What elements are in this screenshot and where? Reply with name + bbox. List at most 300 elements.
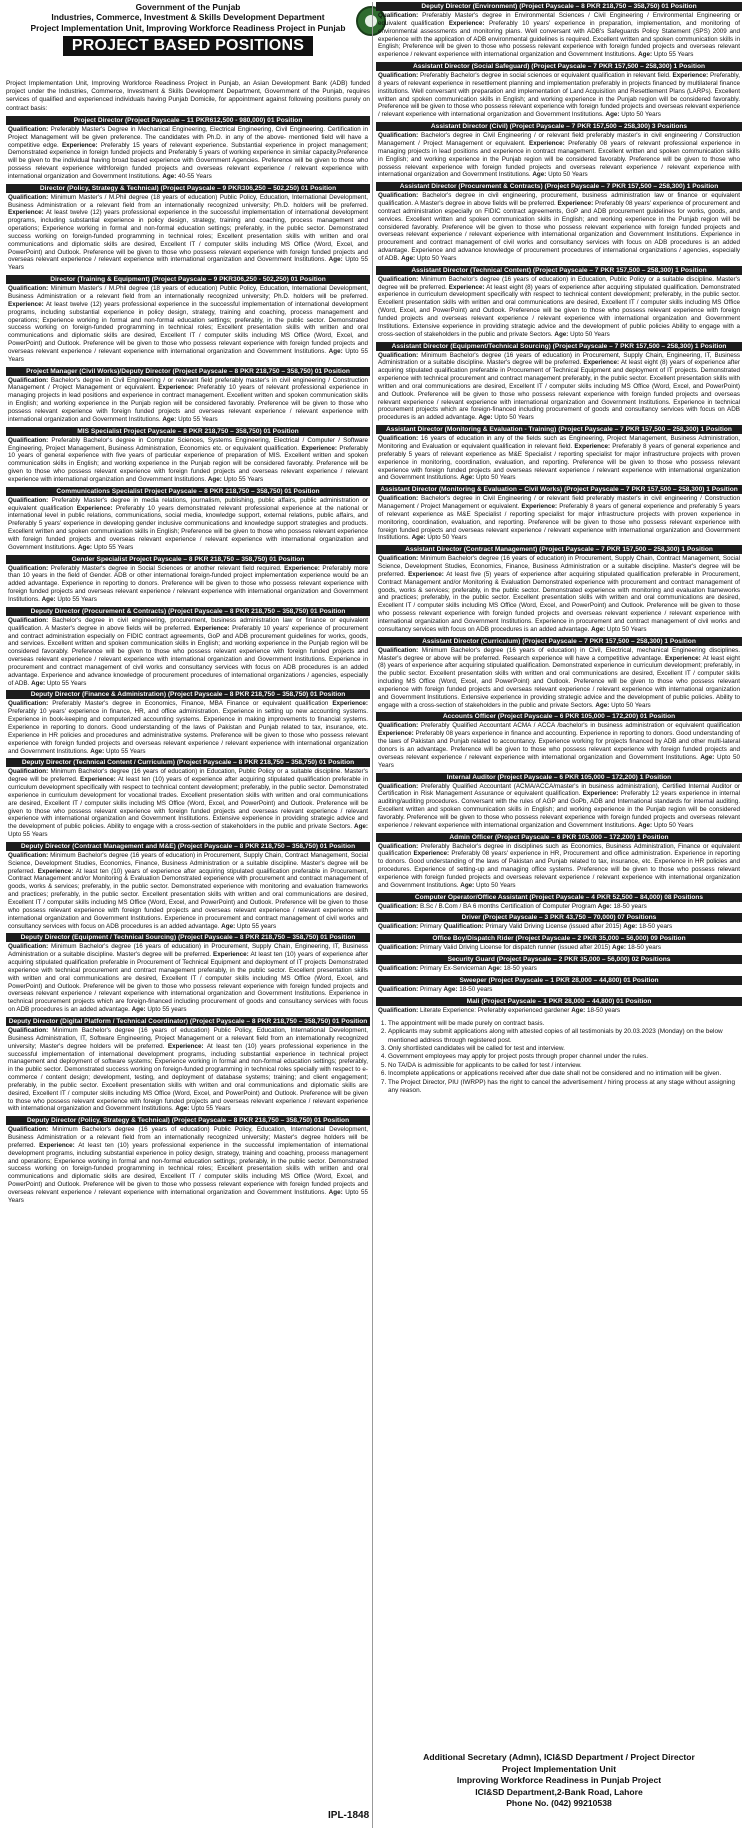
- field-value: 40-55 Years: [178, 172, 212, 180]
- field-value: At least eight (8) years of experience after acquiring stipulated qualification. Demonstrated experience in curriculum development specifically with respect to technical content development; preferably, in the public sector. Excellent presentation skills with written and oral communications are desired, Excellent IT / computer skills including MS Office (Word, Excel, and PowerPoint) and Outlook. Preference will be given to those who possess relevant experience with foreign funded projects and overseas relevant experience / relevant experience with international organization and Government Institutions. Extensive experience in providing strategic advice and the development of public policies Ability to engage with a cross-section of stakeholders in the public and private Sectors.: [378, 283, 741, 338]
- field-value: Preferably 12 years experience in internal auditing/auditing procedures. Conversant with the rules of AGP and GoPb, ADB and International standards for internal auditing. Excellent written and spoken communication skills in English; and working experience in the Punjab region will be considered favorably. Preference will be given to those who possess relevant experience with foreign funded projects and overseas relevant experience / relevant experience with international organization and Government Institutions.: [378, 790, 740, 829]
- field-label: Age:: [90, 747, 105, 755]
- position-body: [376, 275, 742, 340]
- field-label: Experience:: [583, 359, 620, 367]
- position-heading: Assistant Director (Curriculum) (Project Payscale – 7 PKR 157,500 – 258,300) 1 Position: [376, 637, 742, 646]
- position-heading: Deputy Director (Digital Platform / Technical Coordinator) (Project Payscale – 8 PKR 218,750 – 358,750) 01 Position: [6, 1017, 370, 1026]
- right-column: [376, 2, 742, 1750]
- footer-designation: Additional Secretary (Admn), ICI&SD Department / Project Director: [423, 1752, 695, 1762]
- position-section: [376, 976, 742, 995]
- position-section: [6, 487, 370, 553]
- position-body: [6, 851, 370, 931]
- ipl-number: IPL-1848: [328, 1810, 370, 1821]
- field-label: Age:: [700, 753, 715, 761]
- field-value: 18-50 years: [613, 902, 647, 910]
- field-label: Qualification:: [8, 193, 49, 201]
- position-heading: Project Director (Project Payscale – 11 PKR612,500 - 980,000) 01 Position: [6, 116, 370, 125]
- field-label: Age:: [460, 474, 475, 482]
- field-label: Experience:: [61, 141, 98, 149]
- field-label: Experience:: [8, 300, 44, 308]
- field-label: Experience:: [39, 1141, 75, 1149]
- field-value: Preferably Master's Degree in Mechanical Engineering, Electrical Engineering, Civil Engineering. Certification in Project Management will be given preference. The candidates with Ph.D. in any of the above- mentioned field will have a competitive edge.: [8, 125, 368, 149]
- position-section: [376, 773, 742, 831]
- field-value: Minimum Bachelor's degree (16 years of education) Public Policy, Education, International Development, Business Administration or a relevant field from an internationally recognized university; Master's degree holders will be preferred.: [8, 1126, 368, 1149]
- field-value: Bachelor's degree in civil engineering, procurement, business administration law or finance or equivalent qualification. A Master's degree in above fields will be preferred.: [378, 192, 741, 208]
- field-value: Upto 55 years: [236, 922, 277, 930]
- position-heading: Deputy Director (Policy, Strategy & Technical) (Project Payscale – 8 PKR 218,750 – 358,750) 01 Position: [6, 1116, 370, 1125]
- footer-phone: Phone No. (042) 99210538: [506, 1798, 612, 1809]
- position-body: [376, 434, 742, 483]
- field-value: Preferably more than 10 years in the field of Gender. ADB or other international foreign-funded project implementation experience would be an added advantage. Experience in reporting to donors. Preference will be given to those who possess relevant experience with foreign funded projects and overseas relevant experience / relevant experience with international organization and Government Institutions.: [8, 564, 369, 603]
- position-heading: Gender Specialist Project Payscale – 8 PKR 218,750 – 358,750) 01 Position: [6, 555, 370, 564]
- field-value: Upto 55 Years: [8, 347, 369, 363]
- field-value: Upto 50 Years: [427, 534, 467, 542]
- position-body: [6, 284, 370, 364]
- field-label: Qualification:: [8, 285, 49, 293]
- field-label: Age:: [328, 256, 343, 264]
- field-label: Experience:: [213, 951, 249, 959]
- field-label: Experience:: [378, 730, 414, 738]
- field-label: Experience:: [413, 850, 450, 858]
- field-value: Preferably 08 years of relevant professional experience in managing projects in lead positions and experience in contract management. Excellent written and spoken communication skills in English; and working experience in the Punjab region will be considered favorably. Preference will be given to those who possess relevant experience with foreign funded projects and overseas relevant experience / relevant experience with international organization and Government Institutions.: [378, 139, 740, 179]
- position-body: [6, 436, 370, 485]
- field-label: Experience:: [301, 444, 338, 452]
- field-value: Minimum Bachelor's degree (16 years of education) in Education, Public Policy or a suitable discipline. Master's degree will be preferred.: [378, 275, 741, 291]
- position-section: [6, 758, 370, 840]
- field-label: Experience:: [665, 654, 701, 662]
- field-value: Upto 50 Years: [476, 881, 516, 889]
- position-heading: Mali (Project Payscale – 1 PKR 28,000 – 44,800) 01 Position: [376, 997, 742, 1006]
- position-heading: Accounts Officer (Project Payscale – 6 PKR 105,000 – 172,200) 01 Position: [376, 712, 742, 721]
- field-label: Age:: [623, 923, 638, 931]
- position-body: [376, 71, 742, 120]
- position-heading: Assistant Director (Technical Content) (Project Payscale – 7 PKR 157,500 – 258,300) 1 Position: [376, 266, 742, 275]
- position-heading: MIS Specialist Project Payscale – 8 PKR 218,750 – 358,750) 01 Position: [6, 427, 370, 436]
- field-label: Qualification:: [378, 435, 419, 443]
- field-value: At least ten (10) years of experience after acquiring stipulated qualification preferable in Procurement, Contract Management and/or Monitoring & Evaluation Demonstrated experience with procurement and contract management of goods, works & services; preferably, in the public sector. Demonstrated experience with monitoring and evaluation frameworks and practices; preferably, in the public sector. Excellent presentation skills with written and oral communications are desired, Excellent IT / computer skills including MS Office (Word, Excel, and PowerPoint) and Outlook. Preference will be given to those who possess relevant experience with foreign funded projects and overseas relevant experience / relevant experience with international organization and Government Institutions. Experience in procurement and contract management of civil works and consultancy services with focus on ADB procedures is an added advantage.: [8, 867, 368, 930]
- field-label: Qualification:: [378, 782, 419, 790]
- field-value: Bachelor's degree in Civil Engineering / or relevant field preferably master's in civil engineering / Construction Management / Project Management or equivalent.: [378, 495, 740, 511]
- header-project-unit: Project Implementation Unit, Improving Workforce Readiness Project in Punjab: [30, 22, 346, 33]
- note-item: 7. The Project Director, PIU (IWRPP) has the right to cancel the advertisement / hiring process at any stage without assigning any reason.: [388, 1079, 742, 1096]
- field-value: Literate Experience: Preferably experienced gardener: [419, 1006, 570, 1014]
- field-label: Qualification:: [8, 616, 49, 624]
- position-body: [6, 942, 370, 1015]
- field-label: Experience:: [574, 442, 611, 450]
- position-body: [376, 782, 742, 831]
- field-label: Age:: [591, 625, 606, 633]
- position-section: [6, 275, 370, 364]
- field-value: Minimum Master's / M.Phil degree (18 years of education) Public Policy, Education, International Development, Business Administration or a relevant field from an internationally recognized university; Ph.D. holders will be preferred.: [8, 193, 368, 209]
- field-label: Qualification:: [378, 351, 419, 359]
- position-heading: Sweeper (Project Payscale – 1 PKR 28,000 – 44,800) 01 Position: [376, 976, 742, 985]
- field-value: Primary Valid Driving License for dispatch runner (issued after 2015): [419, 944, 611, 952]
- field-label: Qualification:: [8, 700, 49, 708]
- position-section: [6, 607, 370, 689]
- field-value: Preferably Bachelor's degree in disciplines such as Economics, Business Administration, Finance or equivalent qualification: [378, 842, 740, 858]
- field-value: At least eight (8) years of experience after acquiring stipulated qualification. Demonstrated experience in curriculum development; preferably, in the public sector. Excellent presentation skills with written and oral communications are desired, Excellent IT / computer skills including MS Office (Word, Excel, and PowerPoint) and Outlook. Preference will be given to those who possess relevant experience with foreign funded projects and overseas relevant experience / relevant experience with international organization and Government Institutions. Extensive experience in providing strategic advice and the development of public policies. Ability to engage with a cross-section of stakeholders in the public and private Sectors.: [378, 654, 741, 709]
- field-value: Upto 55 Years: [106, 747, 146, 755]
- position-heading: Security Guard (Project Payscale – 2 PKR 35,000 – 56,000) 02 Positions: [376, 955, 742, 964]
- field-label: Age:: [638, 821, 653, 829]
- field-label: Age:: [78, 543, 92, 551]
- field-label: Qualification:: [8, 376, 49, 384]
- field-label: Experience:: [8, 209, 44, 217]
- field-value: At least eight (8) years of experience after acquiring stipulated qualification preferable in Procurement of Technical Equipment and deployment of IT projects. Demonstrated experience with technical procurement and contract management preferably, in the public sector. Excellent presentation skills with written and oral communications are desired, Excellent IT / computer skills including MS Office (Word, Excel, and PowerPoint) and Outlook. Preference will be given to those who possess relevant experience with foreign funded projects and overseas relevant experience / relevant experience with international organization and Government Institutions. Experience in technical procurement projects which are foreign-financed including procurement of goods and consultancy services with focus on ADB procedures is an added advantage.: [378, 359, 740, 422]
- field-label: Experience:: [448, 19, 485, 27]
- field-label: Experience:: [557, 200, 594, 208]
- position-section: [376, 182, 742, 264]
- position-heading: Deputy Director (Technical Content / Curriculum) (Project Payscale – 8 PKR 218,750 – 358,750) 01 Position: [6, 758, 370, 767]
- field-label: Qualification:: [8, 851, 49, 859]
- position-heading: Project Manager (Civil Works)/Deputy Director (Project Payscale – 8 PKR 218,750 – 358,750) 01 Position: [6, 367, 370, 376]
- field-value: Upto 50 Years: [653, 821, 694, 829]
- field-label: Qualification:: [378, 12, 419, 19]
- field-value: Preferably 10 years of general experience with five years of particular experience of preparation of MIS. Excellent written and spoken communication skills in English; and working experience in the Punjab region will be considered favorably. Preference will be given to those who possess relevant experience with foreign funded projects and overseas relevant experience / relevant experience with international organization and Government Institutions.: [8, 444, 369, 483]
- field-label: Age:: [443, 986, 458, 993]
- field-label: Age:: [41, 596, 56, 603]
- field-label: Age:: [595, 701, 610, 709]
- field-value: Upto 50 Years: [476, 474, 516, 482]
- field-label: Age:: [597, 902, 612, 910]
- position-body: [376, 494, 742, 543]
- position-heading: Deputy Director (Contract Management and M&E) (Project Payscale – 8 PKR 218,750 – 358,750) 01 Position: [6, 842, 370, 851]
- field-label: Qualification:: [378, 192, 419, 200]
- field-label: Experience:: [167, 1042, 204, 1050]
- field-label: Qualification:: [378, 902, 419, 910]
- field-label: Age:: [328, 1189, 343, 1196]
- left-position-list: [6, 116, 370, 1206]
- field-label: Experience:: [158, 384, 194, 392]
- field-label: Experience:: [80, 776, 116, 784]
- position-section: [6, 427, 370, 485]
- field-value: Preferably Qualified Accountant (ACMA/ACCA/master's in business administration), Certified Internal Auditor or Certification in Risk Management Assurance or equivalent qualification.: [378, 782, 740, 798]
- position-section: [6, 842, 370, 931]
- position-section: [376, 934, 742, 953]
- field-label: Qualification:: [8, 496, 49, 504]
- position-heading: Assistant Director (Equipment/Technical Sourcing) (Project Payscale – 7 PKR 157,500 – 258,300) 1 Position: [376, 342, 742, 351]
- field-label: Qualification:: [378, 275, 419, 283]
- field-value: Primary: [419, 986, 442, 993]
- position-section: [376, 955, 742, 974]
- position-body: [6, 125, 370, 182]
- position-section: [6, 690, 370, 756]
- page-title: PROJECT BASED POSITIONS: [63, 36, 313, 56]
- field-value: Preferably 8 years of general experience and preferably 5 years of relevant experience as M&E Specialist / reporting specialist for major infrastructure projects with proven experience in monitoring, coordination, evaluation, and reporting. Preference will be given to those who possess relevant experience with foreign funded projects and overseas relevant experience / relevant experience with international organization and Government Institutions.: [378, 442, 740, 482]
- field-value: Upto 55 Years: [8, 831, 48, 839]
- field-value: Upto 50 Years: [621, 111, 661, 119]
- field-value: Upto 50 Years: [611, 701, 651, 709]
- position-heading: Assistant Director (Monitoring & Evaluation - Training) (Project Payscale – 7 PKR 157,500 – 258,300) 1 Position: [376, 425, 742, 434]
- field-value: Upto 50 Years: [416, 254, 457, 262]
- field-label: Age:: [31, 679, 46, 687]
- field-label: Qualification:: [378, 555, 419, 563]
- position-body: [6, 193, 370, 273]
- field-value: Upto 50 Years: [606, 625, 647, 633]
- field-label: Age:: [478, 414, 493, 422]
- position-heading: Deputy Director (Procurement & Contracts) (Project Payscale – 8 PKR 218,750 – 358,750) 01 Position: [6, 607, 370, 616]
- field-label: Experience:: [332, 700, 369, 708]
- field-label: Qualification:: [8, 1026, 49, 1034]
- field-value: Upto 55 Years: [223, 475, 264, 483]
- field-label: Qualification:: [378, 72, 419, 80]
- field-value: 18-50 years: [586, 1006, 621, 1014]
- intro-paragraph: Project Implementation Unit, Improving Workforce Readiness Project in Punjab, an Asian Development Bank (ADB) funded project under the Industries, Commerce, Investment & Skills Development Department, Government of the Punjab, requires services of qualified and experienced individuals having Punjab Domicile, for appointment against following positions purely on contract basis:: [6, 80, 370, 112]
- position-section: [6, 933, 370, 1015]
- field-value: At least ten (10) years of experience after acquiring stipulated qualification preferable in curriculum development specifically with respect to technical content development; preferably, in the public sector. Demonstrated experience in curriculum development for vocational trades. Excellent presentation skills with written and oral communications are desired, Excellent IT / computer skills including MS Office (Word, Excel, and PowerPoint) and Outlook. Preference will be given to those who possess relevant experience with foreign funded projects and overseas relevant experience / relevant experience with international organization and Government Institutions. Extensive experience in providing strategic advice and the development of public policies. Ability to engage with a cross-section of stakeholders in the public and private Sectors.: [8, 776, 369, 831]
- field-label: Experience:: [582, 790, 619, 798]
- position-heading: Deputy Director (Equipment / Technical Sourcing) (Project Payscale – 8 PKR 218,750 – 358,750) 01 Position: [6, 933, 370, 942]
- position-section: [376, 833, 742, 891]
- position-body: [376, 721, 742, 770]
- position-body: [376, 922, 742, 932]
- field-value: Upto 50 Years: [548, 171, 588, 179]
- field-value: Minimum Bachelor's degree (16 years of education) in Procurement, Supply Chain, Contract Management, Social Science, Development Studies, Economics, Finance, Business Administration or a suitable discipline. Master's degree will be preferred.: [8, 851, 368, 875]
- position-section: [6, 367, 370, 425]
- field-value: At least ten (10) years of experience after acquiring stipulated qualification preferable in Procurement of Technical Equipment and deployment of IT projects Demonstrated experience with technical procurement and contract management preferably, in the public sector. Excellent presentation skills with written and oral communications are desired, Excellent IT / computer skills including MS Office (Word, Excel, and PowerPoint) and Outlook. Preference will be given to those who possess relevant experience with foreign funded projects and overseas relevant experience / relevant experience with international organization and Government Institutions. Experience in technical procurement projects which are foreign-financed including procurement of goods and consultancy services with focus on ADB procedures is an added advantage.: [8, 951, 368, 1014]
- position-section: [376, 425, 742, 483]
- position-section: [6, 116, 370, 182]
- field-value: Primary Valid Driving License (issued after 2015): [485, 923, 622, 931]
- position-section: [6, 1017, 370, 1114]
- field-value: Preferably 10 years' experience in preparation, implementation, and monitoring of environmental assessments and monitoring plans. Well conversant with ADB's Safeguards Policy Statement (SPS) 2009 and experience with the application of ADB environmental guidelines is required. Excellent written and spoken communication skills in English; Preference will be given to those who possess relevant experience with foreign funded projects and overseas relevant experience / relevant experience with international organization and Government Institutions.: [378, 19, 741, 59]
- field-label: Age:: [401, 254, 416, 262]
- field-value: Preferably Bachelor's degree in social sciences or equivalent qualification in relevant field.: [420, 72, 671, 80]
- footer-address: ICI&SD Department,2-Bank Road, Lahore: [475, 1786, 643, 1797]
- position-body: [6, 767, 370, 840]
- field-value: Preferably 10 years of relevant professional experience in managing projects in lead positions and experience in contract management. Excellent written and spoken communication skills in English; and working experience in the Punjab region will be considered favorably. Preference will be given to those who possess relevant experience with foreign funded projects and overseas relevant experience / relevant experience with international organization and Government Institutions.: [8, 384, 368, 423]
- field-label: Experience:: [448, 283, 485, 291]
- field-label: Qualification:: [8, 1126, 49, 1134]
- field-label: Qualification:: [8, 564, 49, 572]
- position-section: [376, 122, 742, 180]
- field-label: Age:: [328, 347, 343, 355]
- field-label: Qualification:: [378, 923, 419, 931]
- position-section: [376, 893, 742, 912]
- field-label: Qualification:: [8, 768, 49, 776]
- position-body: [376, 902, 742, 912]
- field-label: Age:: [605, 111, 620, 119]
- position-body: [376, 842, 742, 891]
- position-body: [376, 646, 742, 711]
- position-heading: Internal Auditor (Project Payscale – 6 PKR 105,000 – 172,200) 1 Position: [376, 773, 742, 782]
- field-label: Age:: [612, 944, 627, 952]
- field-value: Upto 50 Years: [378, 753, 740, 769]
- position-body: [6, 699, 370, 756]
- field-value: Upto 55 Years: [653, 51, 694, 59]
- field-label: Age:: [460, 881, 475, 889]
- field-value: Upto 55 Years: [191, 1105, 231, 1113]
- position-body: [376, 1006, 742, 1016]
- field-label: Qualification:: [378, 842, 419, 850]
- field-value: Preferably 08 years' experience in HR, Procurement and office administration. Experience in reporting to donors. Good understanding of the laws of Pakistan and Punjab related to tax, insurance, etc. Experience in HR policies and procedures. Experience of setting-up and managing office systems. Preference will be given to those who possess relevant experience with foreign funded projects and overseas relevant experience / relevant experience with international organization and Government Institutions.: [378, 850, 741, 889]
- position-body: [6, 1026, 370, 1114]
- field-label: Age:: [207, 475, 222, 483]
- position-heading: Assistant Director (Monitoring & Evaluation – Civil Works) (Project Payscale – 7 PKR 157,500 – 258,300) 1 Position: [376, 485, 742, 494]
- field-value: Preferably 08 years experience in finance and accounting. Experience in reporting to donors. Good understanding of the laws of Pakistan and Punjab related to accountancy. Experience working for projects financed by ADB and other multi-lateral donors is an advantage. Preference will be given to those who possess relevant experience with foreign funded projects and overseas relevant experience / relevant experience with international organization and Government Institutions.: [378, 730, 740, 761]
- field-value: Upto 50 Years: [570, 330, 610, 338]
- field-value: Primary Ex-Serviceman: [419, 965, 487, 973]
- field-value: At least twelve (12) years professional experience in the successful implementation of international development programs, including substantial experience in policy design, strategy, training and coaching, process management and operations; Experience working in formal and non-formal education settings; preferably, in the public sector. Demonstrated success working on foreign-funded programming in technical roles; Excellent presentation skills with written and oral communications and diplomatic skills are desired, Excellent IT / computer skills including MS Office (Word, Excel, and PowerPoint) and Outlook. Preference will be given to those who possess relevant experience with foreign funded projects and overseas relevant experience / relevant experience with international organization and Government Institutions.: [8, 300, 368, 355]
- position-heading: Admin Officer (Project Payscale – 6 PKR 105,000 – 172,200) 1 Position: [376, 833, 742, 842]
- field-value: Primary: [419, 923, 442, 931]
- field-label: Qualification:: [378, 495, 419, 503]
- field-label: Qualification:: [8, 436, 49, 444]
- notes-list: [376, 1020, 742, 1096]
- position-section: [376, 62, 742, 120]
- contact-footer: [376, 1752, 742, 1828]
- field-label: Age:: [532, 171, 547, 179]
- position-heading: Assistant Director (Civil) (Project Payscale – 7 PKR 157,500 – 258,300) 3 Positions: [376, 122, 742, 131]
- position-heading: Communications Specialist Project Payscale – 8 PKR 218,750 – 358,750) 01 Position: [6, 487, 370, 496]
- ad-header: [6, 2, 370, 80]
- field-value: At least twelve (12) years professional experience in the successful implementation of international development programs, including substantial experience in policy design, strategy, training and coaching, process management and operations; Experience working in formal and non-formal education settings; preferably, in the public sector. Demonstrated success working on foreign-funded programming in technical roles; Excellent presentation skills with written and oral communications and diplomatic skills are desired, Excellent IT / computer skills including MS Office (Word, Excel, and PowerPoint) and Outlook. Preference will be given to those who possess relevant experience with foreign funded projects and overseas relevant experience / relevant experience with international organization and Government Institutions.: [8, 209, 368, 264]
- field-value: Preferably 10 years' experience in finance, HR, and office administration. Experience in setting up new accounting systems. Experience in book-keeping and computerized accounting systems. Experience in making improvements to financial systems. Experience in reporting to donors. Good understanding of the laws of Pakistan and Punjab related to tax, insurance, etc. Experience in HR policies and procedures and administrative systems. Preference will be given to those who possess relevant experience with foreign funded projects and overseas relevant experience / relevant experience with international organization and Government Institutions.: [8, 708, 368, 755]
- field-value: Preferably Master's degree in Social Sciences or another relevant field required.: [50, 564, 282, 572]
- field-value: Minimum Bachelor's degree (16 years of education) in Civil, Electrical, mechanical Engineering disciplines. Master's degree or above will be preferred. Research experience will have a competitive advantage.: [378, 646, 741, 662]
- position-section: [6, 1116, 370, 1205]
- field-value: Upto 55 Years: [8, 256, 369, 272]
- position-section: [376, 545, 742, 634]
- position-heading: Deputy Director (Environment) (Project Payscale – 8 PKR 218,750 – 358,750) 01 Position: [376, 2, 742, 11]
- field-label: Age:: [131, 1006, 146, 1014]
- position-body: [376, 985, 742, 995]
- position-section: [376, 2, 742, 60]
- field-label: Experience:: [521, 503, 558, 511]
- position-body: [6, 376, 370, 425]
- field-value: Preferably 8 years of general experience and preferably 5 years of relevant experience as M&E Specialist / reporting specialist for major infrastructure projects with proven experience in monitoring, coordination, evaluation, and reporting. Preference will be given to those who possess relevant experience with foreign funded projects and overseas relevant experience / relevant experience with international organization and Government Institutions.: [378, 503, 741, 542]
- field-value: Preferably 15 years of relevant experience. Substantial experience in project management; Demonstrated experience in foreign funded projects and Preferably 5 years of working experience in similar capacity.Preference will be given to the individual having broad based experience with Government Agencies. Preference will be given to those who possess relevant experience withforeign funded projects and overseas relevant experience / relevant experience with international organization and Government Institutions.: [8, 141, 369, 180]
- position-section: [6, 555, 370, 605]
- field-label: Age:: [221, 922, 236, 930]
- field-value: 18-50 years: [503, 965, 537, 973]
- field-value: At least ten (10) years professional experience in the successful implementation of international development programs, including substantial experience in technical project management and deployment of software systems; Experience working in formal and non-formal education settings; preferably, in the public sector. Demonstrated success working on foreign-funded programming in technical roles specially with respect to e-commerce / content design; development, testing, and deployment of database systems; training; and client engagement; preferably, in the public sector. Excellent presentation skills with written and oral communications and diplomatic skills are desired, Excellent IT / computer skills including MS Office (Word, Excel, and PowerPoint) and Outlook. Preference will be given to those who possess relevant experience with foreign funded projects and overseas relevant experience / relevant experience with international organization and Government Institutions.: [8, 1042, 369, 1113]
- field-value: Minimum Bachelor's degree (16 years of education) in Procurement, Supply Chain, Engineering, IT, Business Administration or a suitable discipline. Master's degree will be preferred.: [8, 943, 369, 959]
- note-item: 4. Government employees may apply for project posts through proper channel under the rules.: [388, 1053, 742, 1061]
- field-value: Minimum Bachelor's degree (16 years of education) in Procurement, Supply Chain, Contract Management, Social Science, Development Studies, Economics, Finance, Business Administration or a suitable discipline. Master's degree will be preferred.: [378, 555, 740, 578]
- field-label: Qualification:: [378, 1006, 419, 1014]
- position-heading: Assistant Director (Contract Management) (Project Payscale – 7 PKR 157,500 – 258,300) 1 Position: [376, 545, 742, 554]
- field-value: Upto 55 Years: [57, 596, 97, 603]
- position-section: [6, 184, 370, 273]
- field-value: Preferably Bachelor's degree in Computer Sciences, Systems Engineering, Electrical / Computer / Software Engineering, Project Management, Business Administration, Economics etc. or equivalent qualification.: [8, 436, 368, 452]
- field-label: Qualification:: [378, 944, 419, 952]
- position-heading: Computer Operator/Office Assistant (Project Payscale – 4 PKR 52,500 – 84,000) 08 Positions: [376, 893, 742, 902]
- note-item: 6. Incomplete applications or applications received after due date shall not be considered and no intimation will be given.: [388, 1070, 742, 1078]
- field-value: Minimum Bachelor's degree (16 years of education) in Procurement, Supply Chain, Engineering, IT, Business Administration or a suitable discipline. Master's degree will be preferred.: [378, 351, 740, 367]
- field-label: Experience:: [672, 72, 709, 80]
- position-section: [376, 342, 742, 424]
- field-value: 18-50 years: [627, 944, 662, 952]
- field-label: Qualification:: [378, 986, 419, 993]
- field-value: At least five (5) years of experience after acquiring stipulated qualification preferable in Procurement, Contract Management and/or Monitoring & Evaluation Demonstrated experience with procurement and contract management of goods, works & services; preferably, in the public sector. Demonstrated experience with monitoring and evaluation frameworks and practices; preferably, in the public sector. Excellent presentation skills with written and oral communications are desired, Excellent IT / computer skills including MS Office (Word, Excel, and PowerPoint) and Outlook. Preference will be given to those who possess relevant experience with foreign funded projects and overseas relevant experience / relevant experience with international organization and Government Institutions. Experience in procurement and contract management of civil works and consultancy services with focus on ADB procedures is an added advantage.: [378, 570, 740, 633]
- position-heading: Assistant Director (Procurement & Contracts) (Project Payscale – 7 PKR 157,500 – 258,300) 1 Position: [376, 182, 742, 191]
- field-label: Experience:: [76, 504, 113, 512]
- field-label: Age:: [162, 172, 177, 180]
- field-value: Preferably Qualified Accountant ACMA / ACCA /bachelor's in business administration or equivalent qualification: [420, 722, 740, 730]
- note-item: 2. Applicants may submit applications along with attested copies of all testimonials by 20.03.2023 (Monday) on the below mentioned address through registered post.: [388, 1028, 742, 1045]
- field-label: Age:: [162, 415, 177, 423]
- field-value: Upto 55 Years: [46, 679, 87, 687]
- field-value: 18-50 years: [638, 923, 673, 931]
- position-section: [376, 485, 742, 543]
- field-value: Bachelor's degree in Civil Engineering / or relevant field preferably master's in civil engineering / Construction Management / Project Management or equivalent.: [378, 132, 740, 147]
- field-value: Preferably, 8 years of relevant experience in resettlement planning and implementation preferably in projects financed by multilateral finance institutions. Well conversant with preparation and implementation of Land Acquisition and Resettlement Plans (LARPs). Excellent written and spoken communication skills in English; and working experience in the Punjab region will be considered favorably. Preference will be given to those who possess relevant experience with foreign funded projects and overseas relevant experience / relevant experience with international organization and Government Institutions.: [378, 72, 741, 119]
- right-position-list: [376, 2, 742, 1016]
- position-body: [6, 616, 370, 689]
- field-label: Age:: [175, 1105, 190, 1113]
- field-label: Experience:: [408, 570, 444, 578]
- field-label: Qualification:: [443, 923, 484, 931]
- field-value: 18-50 years: [459, 986, 493, 993]
- position-body: [376, 191, 742, 264]
- field-label: Qualification:: [378, 722, 419, 730]
- field-label: Experience:: [529, 139, 565, 147]
- position-section: [376, 913, 742, 932]
- position-heading: Deputy Director (Finance & Administration) (Project Payscale – 8 PKR 218,750 – 358,750) 01 Position: [6, 690, 370, 699]
- position-section: [376, 712, 742, 770]
- left-column: [6, 80, 370, 1828]
- field-value: Preferably Master's degree in Environmental Sciences / Civil Engineering / Environmental Engineering or equivalent qualification: [378, 12, 740, 27]
- position-heading: Assistant Director (Social Safeguard) (Project Payscale – 7 PKR 157,500 – 258,300) 1 Position: [376, 62, 742, 71]
- field-value: Minimum Bachelor's degree (16 years of education) Public Policy, Education, International Development, Business Administration, IT, Software Engineering, Project Management or a relevant field from an internationally recognized university; Master's degree holders will be preferred.: [8, 1026, 368, 1050]
- field-label: Qualification:: [378, 965, 419, 973]
- field-label: Age:: [411, 534, 426, 542]
- field-value: Preferably Master's degree in media relations, journalism, publishing, public affairs, public administration or equivalent qualification: [8, 496, 368, 512]
- field-label: Experience:: [193, 624, 230, 632]
- position-body: [376, 554, 742, 634]
- note-item: 3. Only shortlisted candidates will be called for test and interview.: [388, 1045, 742, 1053]
- position-heading: Director (Policy, Strategy & Technical) (Project Payscale – 9 PKR306,250 – 502,250) 01 Position: [6, 184, 370, 193]
- position-body: [6, 496, 370, 553]
- field-value: Bachelor's degree in civil engineering, procurement, business administration law or finance or equivalent qualification. A Master's degree in above fields will be preferred.: [8, 616, 369, 632]
- field-label: Age:: [354, 823, 369, 831]
- position-body: [376, 943, 742, 953]
- footer-project: Improving Workforce Readiness in Punjab Project: [456, 1775, 662, 1786]
- position-section: [376, 997, 742, 1016]
- field-value: Bachelor's degree in Civil Engineering / or relevant field preferably master's in civil engineering / Construction Management / Project Management or equivalent.: [8, 376, 368, 392]
- position-body: [6, 564, 370, 605]
- note-item: 5. No TA/DA is admissible for applicants to be called for test / interview.: [388, 1062, 742, 1070]
- field-value: Preferably 10 years' experience of procurement and contract administration especially on FIDIC contract agreements, GoP and ADB procurement guidelines for works, goods, and services. Excellent written and spoken communication skills in English; and working experience in the Punjab region will be considered favorably. Preference will be given to those who possess relevant experience with foreign funded projects and overseas relevant experience / relevant experience with international organization and Government Institutions. Experience in procurement and contract management of civil works and consultancy services with focus on ADB procedures is an added advantage. Experience and advance knowledge of procurement procedures of international organizations / agencies, especially of ADB.: [8, 624, 369, 687]
- field-label: Experience:: [284, 564, 320, 572]
- position-body: [376, 351, 742, 424]
- field-label: Qualification:: [378, 646, 419, 654]
- field-value: Upto 55 Years: [178, 415, 218, 423]
- field-value: Upto 55 Years: [8, 1189, 369, 1204]
- field-value: Preferably 08 years' experience of procurement and contract administration especially on FIDIC contract agreements, GoP and ADB procurement guidelines for works, goods, and services. Excellent written and spoken communication skills in English; and working experience in the Punjab region will be considered favorably. Preference will be given to those who possess relevant experience with foreign funded projects and overseas relevant experience / relevant experience with international organization and Government Institutions. Experience in procurement and contract management of civil works and consultancy services with focus on ADB procedures is an added advantage. Experience and advance knowledge of procurement procedures of international organizations / agencies, especially of ADB.: [378, 200, 741, 262]
- field-value: Minimum Bachelor's degree (16 years of education) in Education, Public Policy or a suitable discipline. Master's degree will be preferred.: [8, 768, 369, 784]
- field-label: Experience:: [37, 867, 74, 875]
- field-value: At least ten (10) years professional experience in the successful implementation of international development programs, including substantial experience in policy design, strategy, training and coaching, process management and operations; Experience working in formal and non-formal education settings; preferably, in the public sector. Demonstrated success working on foreign-funded programming in technical roles; Excellent presentation skills with written and oral communications and diplomatic skills are desired, Excellent IT / computer skills including MS Office (Word, Excel, and PowerPoint) and Outlook. Preference will be given to those who possess relevant experience with foreign funded projects and overseas relevant experience / relevant experience with international organization and Government Institutions.: [8, 1141, 368, 1196]
- header-government: Government of the Punjab: [135, 2, 241, 12]
- position-body: [376, 11, 742, 60]
- position-section: [376, 266, 742, 340]
- position-body: [6, 1125, 370, 1205]
- header-department: Industries, Commerce, Investment & Skills Development Department: [51, 12, 325, 23]
- position-heading: Driver (Project Payscale – 3 PKR 43,750 – 70,000) 07 Positions: [376, 913, 742, 922]
- position-heading: Office Boy/Dispatch Rider (Project Payscale – 2 PKR 35,000 – 56,000) 09 Position: [376, 934, 742, 943]
- position-heading: Director (Training & Equipment) (Project Payscale – 9 PKR306,250 - 502,250) 01 Position: [6, 275, 370, 284]
- field-value: B.Sc / B.Com / BA 6 months Certification of Computer Program: [419, 902, 597, 910]
- field-label: Age:: [554, 330, 569, 338]
- footer-unit: Project Implementation Unit: [501, 1763, 617, 1774]
- field-label: Age:: [638, 51, 653, 59]
- field-label: Age:: [487, 965, 502, 973]
- field-label: Qualification:: [378, 132, 419, 140]
- field-label: Age:: [571, 1006, 586, 1014]
- field-value: Preferably Master's degree in Economics, Finance, MBA Finance or equivalent qualification: [52, 700, 329, 708]
